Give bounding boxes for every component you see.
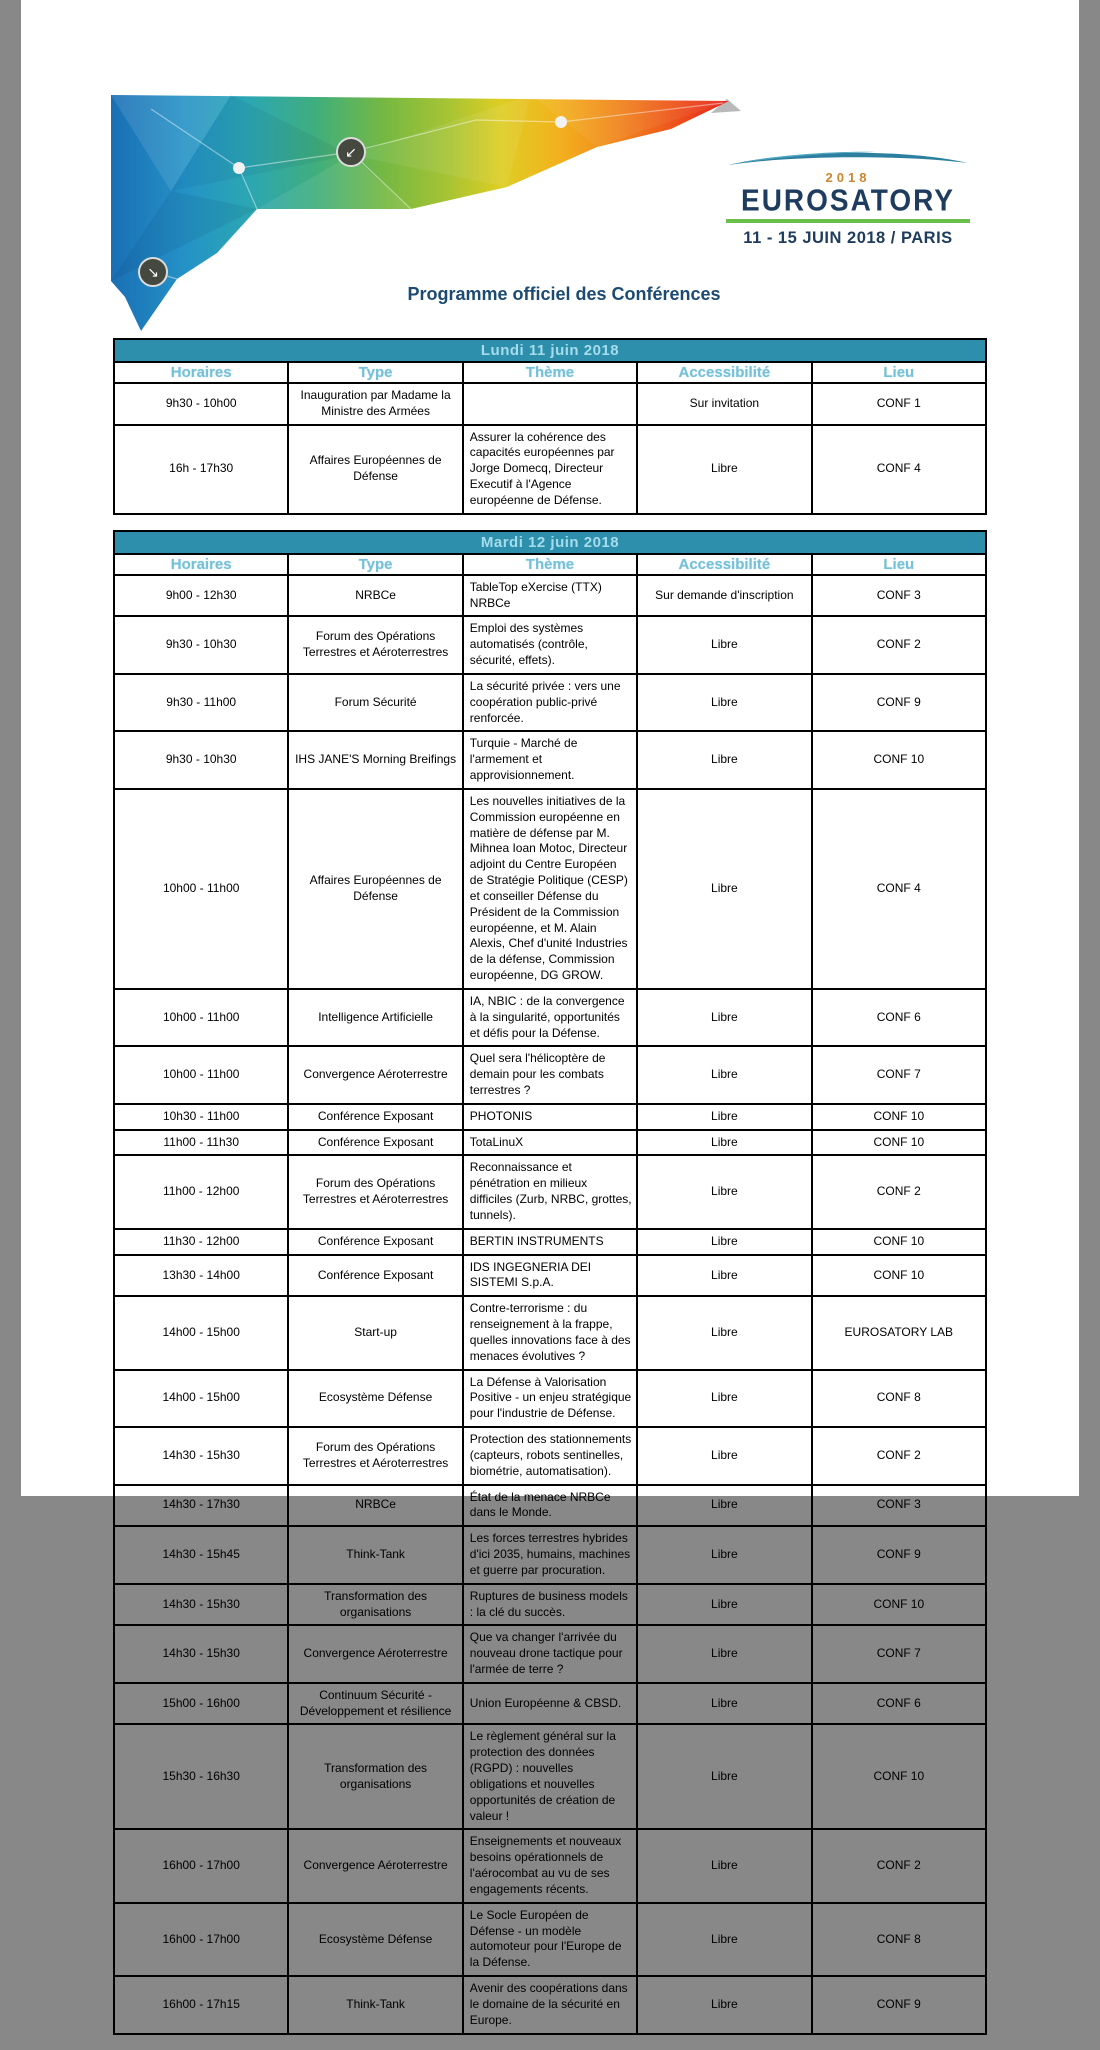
cell-type: Convergence Aéroterrestre — [288, 1625, 462, 1682]
cell-theme: IA, NBIC : de la convergence à la singularité, opportunités et défis pour la Défense. — [463, 989, 637, 1046]
cell-theme: Ruptures de business models : la clé du succès. — [463, 1584, 637, 1626]
cell-horaires: 9h30 - 11h00 — [114, 674, 288, 731]
cell-horaires: 10h00 - 11h00 — [114, 989, 288, 1046]
cell-accessibilite: Libre — [637, 1155, 811, 1228]
cell-type: Think-Tank — [288, 1976, 462, 2033]
cell-horaires: 9h30 - 10h00 — [114, 383, 288, 425]
cell-horaires: 14h30 - 15h30 — [114, 1625, 288, 1682]
cell-accessibilite: Libre — [637, 616, 811, 673]
table-row — [114, 1046, 986, 1103]
cell-horaires: 14h30 - 15h30 — [114, 1427, 288, 1484]
cell-horaires: 16h00 - 17h00 — [114, 1903, 288, 1976]
cell-accessibilite: Libre — [637, 1526, 811, 1583]
cell-lieu: CONF 1 — [812, 383, 986, 425]
table-row — [114, 1427, 986, 1484]
table-row — [114, 1130, 986, 1156]
cell-accessibilite: Libre — [637, 1724, 811, 1829]
cell-accessibilite: Sur invitation — [637, 383, 811, 425]
cell-accessibilite: Libre — [637, 1046, 811, 1103]
svg-text:↙: ↙ — [345, 145, 357, 161]
table-row — [114, 1903, 986, 1976]
table-row — [114, 1296, 986, 1369]
column-header-type: Type — [288, 554, 462, 575]
cell-lieu: CONF 10 — [812, 1229, 986, 1255]
cell-type: Start-up — [288, 1296, 462, 1369]
cell-lieu: CONF 4 — [812, 789, 986, 989]
table-row — [114, 1229, 986, 1255]
column-header-theme: Thème — [463, 362, 637, 383]
cell-accessibilite: Libre — [637, 1255, 811, 1297]
cell-theme: Les forces terrestres hybrides d'ici 2035, humains, machines et guerre par procuration. — [463, 1526, 637, 1583]
cell-accessibilite: Libre — [637, 789, 811, 989]
table-row — [114, 1485, 986, 1527]
cell-lieu: CONF 10 — [812, 1255, 986, 1297]
arrow-down-right-circle-icon — [139, 258, 167, 286]
cell-theme: La sécurité privée : vers une coopération public-privé renforcée. — [463, 674, 637, 731]
cell-type: Think-Tank — [288, 1526, 462, 1583]
cell-horaires: 10h00 - 11h00 — [114, 789, 288, 989]
table-title: Mardi 12 juin 2018 — [114, 531, 986, 554]
column-header-lieu: Lieu — [812, 554, 986, 575]
table-row — [114, 1976, 986, 2033]
cell-theme: Reconnaissance et pénétration en milieux difficiles (Zurb, NRBC, grottes, tunnels). — [463, 1155, 637, 1228]
cell-theme: Quel sera l'hélicoptère de demain pour les combats terrestres ? — [463, 1046, 637, 1103]
cell-type: Forum des Opérations Terrestres et Aéroterrestres — [288, 616, 462, 673]
cell-theme: BERTIN INSTRUMENTS — [463, 1229, 637, 1255]
table-row — [114, 1829, 986, 1902]
cell-horaires: 16h00 - 17h00 — [114, 1829, 288, 1902]
cell-lieu: CONF 8 — [812, 1370, 986, 1427]
cell-lieu: CONF 2 — [812, 1155, 986, 1228]
cell-theme: Turquie - Marché de l'armement et approvisionnement. — [463, 731, 637, 788]
column-header-row — [114, 554, 986, 575]
cell-accessibilite: Sur demande d'inscription — [637, 575, 811, 617]
cell-lieu: CONF 2 — [812, 1427, 986, 1484]
cell-horaires: 13h30 - 14h00 — [114, 1255, 288, 1297]
cell-horaires: 15h00 - 16h00 — [114, 1683, 288, 1725]
cell-theme: État de la menace NRBCe dans le Monde. — [463, 1485, 637, 1527]
cell-horaires: 9h30 - 10h30 — [114, 731, 288, 788]
cell-horaires: 14h30 - 15h45 — [114, 1526, 288, 1583]
schedule-table — [113, 338, 987, 515]
cell-lieu: CONF 4 — [812, 425, 986, 514]
svg-text:↘: ↘ — [147, 265, 159, 281]
swoosh-icon — [726, 148, 970, 168]
cell-type: Continuum Sécurité - Développement et résilience — [288, 1683, 462, 1725]
cell-lieu: CONF 10 — [812, 731, 986, 788]
cell-horaires: 14h00 - 15h00 — [114, 1296, 288, 1369]
cell-horaires: 16h - 17h30 — [114, 425, 288, 514]
cell-horaires: 9h00 - 12h30 — [114, 575, 288, 617]
cell-lieu: EUROSATORY LAB — [812, 1296, 986, 1369]
cell-type: NRBCe — [288, 1485, 462, 1527]
table-row — [114, 731, 986, 788]
table-row — [114, 789, 986, 989]
logo-wordmark: EUROSATORY — [741, 183, 955, 218]
logo-dates: 11 - 15 JUIN 2018 / PARIS — [743, 229, 953, 248]
cell-type: Transformation des organisations — [288, 1584, 462, 1626]
cell-horaires: 11h00 - 11h30 — [114, 1130, 288, 1156]
table-row — [114, 1104, 986, 1130]
cell-theme: Avenir des coopérations dans le domaine de la sécurité en Europe. — [463, 1976, 637, 2033]
cell-theme: Le Socle Européen de Défense - un modèle automoteur pour l'Europe de la Défense. — [463, 1903, 637, 1976]
cell-lieu: CONF 6 — [812, 1683, 986, 1725]
document-page — [21, 0, 1079, 2027]
cell-lieu: CONF 10 — [812, 1584, 986, 1626]
cell-accessibilite: Libre — [637, 1584, 811, 1626]
cell-type: Inauguration par Madame la Ministre des Armées — [288, 383, 462, 425]
table-row — [114, 989, 986, 1046]
cell-type: Conférence Exposant — [288, 1229, 462, 1255]
cell-theme: Protection des stationnements (capteurs, robots sentinelles, biométrie, automatisation). — [463, 1427, 637, 1484]
cell-lieu: CONF 3 — [812, 575, 986, 617]
date-header-row — [114, 531, 986, 554]
cell-lieu: CONF 3 — [812, 1485, 986, 1527]
cell-horaires: 10h30 - 11h00 — [114, 1104, 288, 1130]
cell-type: Ecosystème Défense — [288, 1903, 462, 1976]
cell-theme — [463, 383, 637, 425]
logo-year: 2018 — [825, 170, 871, 185]
cell-type: Intelligence Artificielle — [288, 989, 462, 1046]
cell-accessibilite: Libre — [637, 1229, 811, 1255]
cell-theme: Contre-terrorisme : du renseignement à la frappe, quelles innovations face à des menaces évolutives ? — [463, 1296, 637, 1369]
cell-lieu: CONF 9 — [812, 1976, 986, 2033]
cell-lieu: CONF 2 — [812, 1829, 986, 1902]
table-row — [114, 575, 986, 617]
cell-theme: Que va changer l'arrivée du nouveau drone tactique pour l'armée de terre ? — [463, 1625, 637, 1682]
cell-theme: PHOTONIS — [463, 1104, 637, 1130]
cell-lieu: CONF 9 — [812, 674, 986, 731]
table-row — [114, 383, 986, 425]
table-row — [114, 1625, 986, 1682]
cell-accessibilite: Libre — [637, 1370, 811, 1427]
cell-accessibilite: Libre — [637, 1485, 811, 1527]
cell-horaires: 10h00 - 11h00 — [114, 1046, 288, 1103]
schedule-table — [113, 530, 987, 2035]
cell-type: Affaires Européennes de Défense — [288, 425, 462, 514]
table-row — [114, 674, 986, 731]
cell-horaires: 16h00 - 17h15 — [114, 1976, 288, 2033]
cell-horaires: 15h30 - 16h30 — [114, 1724, 288, 1829]
cell-theme: TableTop eXercise (TTX) NRBCe — [463, 575, 637, 617]
cell-type: Forum des Opérations Terrestres et Aéroterrestres — [288, 1155, 462, 1228]
cell-type: NRBCe — [288, 575, 462, 617]
cell-type: Ecosystème Défense — [288, 1370, 462, 1427]
table-row — [114, 1683, 986, 1725]
column-header-theme: Thème — [463, 554, 637, 575]
cell-type: Transformation des organisations — [288, 1724, 462, 1829]
node-dot — [233, 162, 245, 174]
column-header-horaires: Horaires — [114, 362, 288, 383]
cell-theme: Union Européenne & CBSD. — [463, 1683, 637, 1725]
cell-accessibilite: Libre — [637, 1625, 811, 1682]
cell-type: Forum Sécurité — [288, 674, 462, 731]
cell-horaires: 9h30 - 10h30 — [114, 616, 288, 673]
page-title: Programme officiel des Conférences — [407, 284, 721, 304]
table-row — [114, 1526, 986, 1583]
cell-lieu: CONF 10 — [812, 1104, 986, 1130]
cell-horaires: 11h30 - 12h00 — [114, 1229, 288, 1255]
cell-theme: Les nouvelles initiatives de la Commission européenne en matière de défense par M. Mihnea Ioan Motoc, Directeur adjoint du Centre Européen de Stratégie Politique (CESP) et conseiller Défense du Président de la Commission européenne, et M. Alain Alexis, Chef d'unité Industries de la défense, Commission européenne, DG GROW. — [463, 789, 637, 989]
cell-horaires: 11h00 - 12h00 — [114, 1155, 288, 1228]
cell-accessibilite: Libre — [637, 425, 811, 514]
cell-accessibilite: Libre — [637, 1683, 811, 1725]
cell-accessibilite: Libre — [637, 989, 811, 1046]
cell-type: IHS JANE'S Morning Breifings — [288, 731, 462, 788]
cell-lieu: CONF 9 — [812, 1526, 986, 1583]
node-dot — [555, 116, 567, 128]
eurosatory-logo — [724, 148, 972, 248]
cell-type: Forum des Opérations Terrestres et Aéroterrestres — [288, 1427, 462, 1484]
table-title: Lundi 11 juin 2018 — [114, 339, 986, 362]
table-row — [114, 425, 986, 514]
arrow-down-left-circle-icon — [337, 138, 365, 166]
cell-type: Conférence Exposant — [288, 1104, 462, 1130]
cell-lieu: CONF 7 — [812, 1625, 986, 1682]
cell-accessibilite: Libre — [637, 731, 811, 788]
cell-theme: Assurer la cohérence des capacités européennes par Jorge Domecq, Directeur Executif à l'Agence européenne de Défense. — [463, 425, 637, 514]
cell-type: Convergence Aéroterrestre — [288, 1829, 462, 1902]
cell-accessibilite: Libre — [637, 1829, 811, 1902]
table-row — [114, 616, 986, 673]
cell-theme: TotaLinuX — [463, 1130, 637, 1156]
logo-green-rule — [726, 219, 970, 223]
cell-accessibilite: Libre — [637, 1104, 811, 1130]
column-header-horaires: Horaires — [114, 554, 288, 575]
cell-type: Conférence Exposant — [288, 1255, 462, 1297]
cell-theme: Enseignements et nouveaux besoins opérationnels de l'aérocombat au vu de ses engagements récents. — [463, 1829, 637, 1902]
column-header-lieu: Lieu — [812, 362, 986, 383]
cell-type: Conférence Exposant — [288, 1130, 462, 1156]
cell-type: Convergence Aéroterrestre — [288, 1046, 462, 1103]
cell-theme: Le règlement général sur la protection des données (RGPD) : nouvelles obligations et nouvelles opportunités de création de valeur ! — [463, 1724, 637, 1829]
cell-lieu: CONF 2 — [812, 616, 986, 673]
cell-lieu: CONF 10 — [812, 1724, 986, 1829]
column-header-accessibilite: Accessibilité — [637, 554, 811, 575]
table-row — [114, 1584, 986, 1626]
table-row — [114, 1155, 986, 1228]
cell-accessibilite: Libre — [637, 674, 811, 731]
cell-theme: Emploi des systèmes automatisés (contrôle, sécurité, effets). — [463, 616, 637, 673]
cell-accessibilite: Libre — [637, 1296, 811, 1369]
schedule-tables — [113, 338, 987, 2050]
cell-type: Affaires Européennes de Défense — [288, 789, 462, 989]
cell-lieu: CONF 8 — [812, 1903, 986, 1976]
column-header-row — [114, 362, 986, 383]
cell-theme: La Défense à Valorisation Positive - un enjeu stratégique pour l'industrie de Défense. — [463, 1370, 637, 1427]
date-header-row — [114, 339, 986, 362]
column-header-type: Type — [288, 362, 462, 383]
cell-horaires: 14h00 - 15h00 — [114, 1370, 288, 1427]
cell-accessibilite: Libre — [637, 1427, 811, 1484]
cell-theme: IDS INGEGNERIA DEI SISTEMI S.p.A. — [463, 1255, 637, 1297]
table-row — [114, 1370, 986, 1427]
cell-lieu: CONF 6 — [812, 989, 986, 1046]
table-row — [114, 1255, 986, 1297]
cell-accessibilite: Libre — [637, 1976, 811, 2033]
column-header-accessibilite: Accessibilité — [637, 362, 811, 383]
table-row — [114, 1724, 986, 1829]
cell-horaires: 14h30 - 15h30 — [114, 1584, 288, 1626]
cell-accessibilite: Libre — [637, 1130, 811, 1156]
cell-lieu: CONF 10 — [812, 1130, 986, 1156]
cell-accessibilite: Libre — [637, 1903, 811, 1976]
cell-lieu: CONF 7 — [812, 1046, 986, 1103]
cell-horaires: 14h30 - 17h30 — [114, 1485, 288, 1527]
